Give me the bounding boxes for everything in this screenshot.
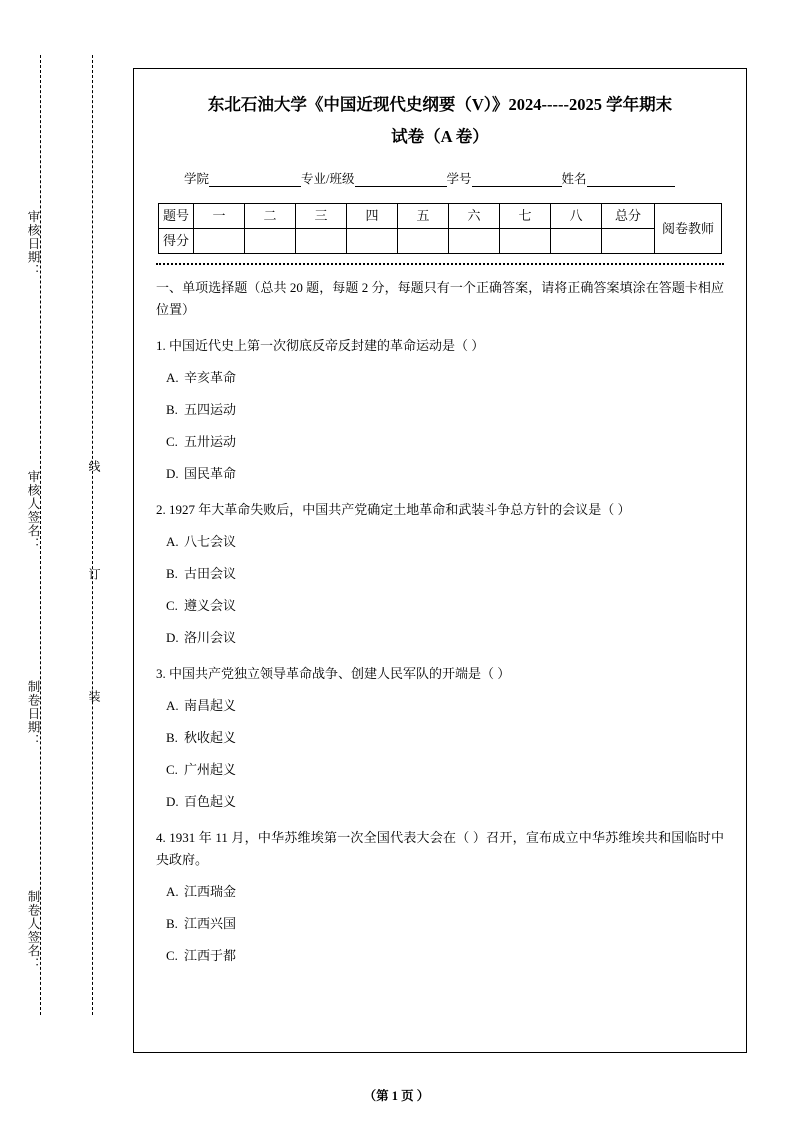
option-letter: D.	[166, 466, 179, 481]
option-text: 江西于都	[184, 948, 237, 963]
option-letter: B.	[166, 566, 178, 581]
score-cell-8[interactable]	[551, 229, 602, 254]
option-text: 辛亥革命	[184, 370, 237, 385]
question-2-option-a[interactable]	[156, 531, 724, 553]
score-cell-7[interactable]	[500, 229, 551, 254]
score-table	[158, 203, 722, 254]
option-letter: A.	[166, 534, 179, 549]
margin-bind-mark: 订	[87, 568, 101, 581]
question-1-option-b[interactable]	[156, 399, 724, 421]
option-letter: C.	[166, 434, 178, 449]
student-info-row	[156, 169, 724, 187]
dotted-separator	[156, 263, 724, 265]
question-4-option-b[interactable]	[156, 913, 724, 935]
score-col-2: 二	[245, 204, 296, 229]
option-text: 广州起义	[184, 762, 237, 777]
option-letter: B.	[166, 916, 178, 931]
college-field[interactable]	[184, 169, 301, 187]
score-table-row-values	[159, 229, 722, 254]
option-letter: B.	[166, 730, 178, 745]
question-3-option-b[interactable]	[156, 727, 724, 749]
option-letter: A.	[166, 884, 179, 899]
score-label-number-text: 题号	[162, 208, 189, 223]
question-2-option-c[interactable]	[156, 595, 724, 617]
option-text: 江西瑞金	[184, 884, 237, 899]
option-text: 百色起义	[184, 794, 237, 809]
question-2-option-d[interactable]	[156, 627, 724, 649]
question-2-option-b[interactable]	[156, 563, 724, 585]
student-id-blank[interactable]	[472, 173, 562, 187]
score-col-5: 五	[398, 204, 449, 229]
question-4: 4. 1931 年 11 月，中华苏维埃第一次全国代表大会在（ ）召开，宣布成立中华苏维埃共和国临时中央政府。	[156, 830, 724, 867]
option-text: 八七会议	[184, 534, 237, 549]
score-table-row-label-number	[159, 204, 194, 229]
option-letter: D.	[166, 630, 179, 645]
option-letter: C.	[166, 598, 178, 613]
question-3-option-c[interactable]	[156, 759, 724, 781]
score-table-row-label-score	[159, 229, 194, 254]
score-col-6: 六	[449, 204, 500, 229]
question-3-option-d[interactable]	[156, 791, 724, 813]
page-title-line2: 试卷（A 卷）	[391, 127, 489, 146]
question-4-option-c[interactable]	[156, 945, 724, 967]
option-text: 洛川会议	[184, 630, 237, 645]
margin-paper-sign: 制卷人签名：	[26, 890, 40, 971]
question-1-option-d[interactable]	[156, 463, 724, 485]
option-letter: B.	[166, 402, 178, 417]
page-title	[156, 89, 724, 153]
margin-dashed-line-inner	[92, 55, 93, 1015]
score-cell-3[interactable]	[296, 229, 347, 254]
college-label: 学院	[184, 172, 210, 186]
score-col-8: 八	[551, 204, 602, 229]
student-id-label: 学号	[446, 172, 472, 186]
score-col-3: 三	[296, 204, 347, 229]
exam-paper-sheet	[133, 68, 747, 1053]
option-letter: C.	[166, 762, 178, 777]
margin-paper-date: 制卷日期：	[26, 680, 40, 748]
option-text: 五卅运动	[184, 434, 237, 449]
option-text: 国民革命	[184, 466, 237, 481]
score-col-1: 一	[194, 204, 245, 229]
major-class-blank[interactable]	[355, 173, 447, 187]
score-col-4: 四	[347, 204, 398, 229]
margin-review-date: 审核日期：	[26, 210, 40, 278]
name-label: 姓名	[561, 172, 587, 186]
option-letter: A.	[166, 370, 179, 385]
section-heading: 一、单项选择题（总共 20 题，每题 2 分，每题只有一个正确答案，请将正确答案填涂在答题卡相应位置）	[156, 280, 724, 317]
option-text: 遵义会议	[184, 598, 237, 613]
left-margin-strip	[0, 0, 130, 1122]
score-cell-total[interactable]	[602, 229, 655, 254]
option-letter: C.	[166, 948, 178, 963]
score-cell-6[interactable]	[449, 229, 500, 254]
major-class-label: 专业/班级	[301, 172, 355, 186]
score-cell-5[interactable]	[398, 229, 449, 254]
score-label-score-text: 得分	[162, 233, 189, 248]
page-footer: （第 1 页 ）	[363, 1089, 430, 1103]
option-text: 五四运动	[184, 402, 237, 417]
score-cell-1[interactable]	[194, 229, 245, 254]
option-text: 南昌起义	[184, 698, 237, 713]
score-col-total: 总分	[602, 204, 655, 229]
option-text: 秋收起义	[184, 730, 237, 745]
question-3: 3. 中国共产党独立领导革命战争、创建人民军队的开端是（ ）	[156, 666, 511, 681]
major-class-field[interactable]	[301, 169, 446, 187]
question-1-option-a[interactable]	[156, 367, 724, 389]
score-col-teacher: 阅卷教师	[655, 204, 722, 254]
question-4-option-a[interactable]	[156, 881, 724, 903]
name-blank[interactable]	[587, 173, 675, 187]
score-col-7: 七	[500, 204, 551, 229]
page-title-line1: 东北石油大学《中国近现代史纲要（V）》2024-----2025 学年期末	[207, 95, 673, 114]
student-id-field[interactable]	[447, 169, 562, 187]
question-1-option-c[interactable]	[156, 431, 724, 453]
college-blank[interactable]	[209, 173, 301, 187]
option-text: 江西兴国	[184, 916, 237, 931]
option-text: 古田会议	[184, 566, 237, 581]
question-2: 2. 1927 年大革命失败后，中国共产党确定土地革命和武装斗争总方针的会议是（ ）	[156, 502, 631, 517]
option-letter: D.	[166, 794, 179, 809]
margin-reviewer-sign: 审核人签名：	[26, 470, 40, 551]
margin-line-mark: 线	[87, 460, 101, 473]
question-3-option-a[interactable]	[156, 695, 724, 717]
name-field[interactable]	[562, 169, 675, 187]
margin-seal-mark: 装	[87, 690, 101, 703]
question-1: 1. 中国近代史上第一次彻底反帝反封建的革命运动是（ ）	[156, 338, 485, 353]
option-letter: A.	[166, 698, 179, 713]
score-table-row-header	[159, 204, 722, 229]
score-cell-2[interactable]	[245, 229, 296, 254]
score-cell-4[interactable]	[347, 229, 398, 254]
